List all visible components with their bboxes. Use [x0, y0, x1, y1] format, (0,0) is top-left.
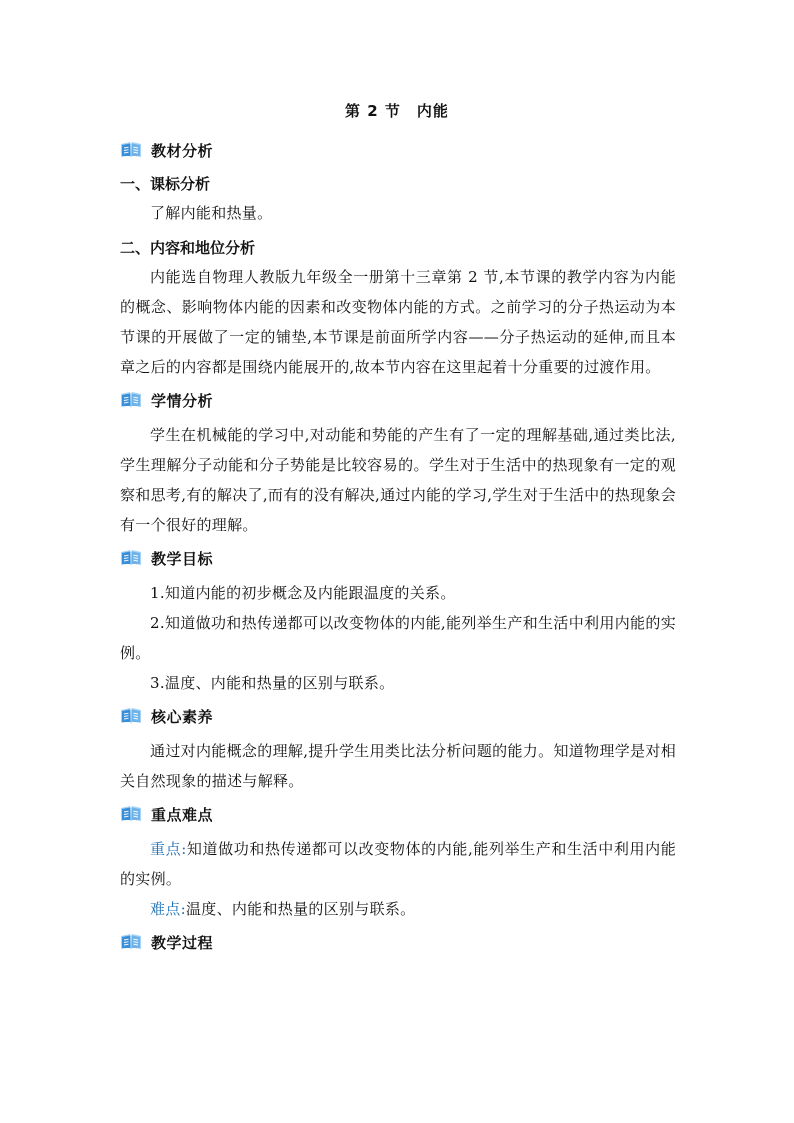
book-icon [120, 549, 142, 567]
difficult-point-text: 温度、内能和热量的区别与联系。 [185, 900, 416, 918]
section-heading-core-literacy [120, 702, 676, 730]
section-heading-textbook-analysis [120, 136, 676, 164]
section-heading-teaching-process [120, 928, 676, 956]
section-label: 教学目标 [151, 549, 214, 568]
paragraph-key-point [120, 834, 676, 894]
document-content [120, 136, 676, 956]
book-icon [120, 391, 142, 409]
paragraph-difficult-point [120, 894, 676, 924]
section-heading-teaching-goals [120, 544, 676, 572]
section-label: 重点难点 [151, 805, 214, 824]
key-point-label: 重点: [150, 840, 187, 858]
section-label: 教学过程 [151, 933, 214, 952]
paragraph-core-literacy: 通过对内能概念的理解,提升学生用类比法分析问题的能力。知道物理学是对相关自然现象的描述与解释。 [120, 742, 676, 790]
subheading-content-position: 二、内容和地位分析 [120, 239, 256, 257]
paragraph-student-analysis: 学生在机械能的学习中,对动能和势能的产生有了一定的理解基础,通过类比法,学生理解分子动能和分子势能是比较容易的。学生对于生活中的热现象有一定的观察和思考,有的解决了,而有的没有解决,通过内能的学习,学生对于生活中的热现象会有一个很好的理解。 [120, 426, 676, 534]
goal-item: 2.知道做功和热传递都可以改变物体的内能,能列举生产和生活中利用内能的实例。 [120, 614, 676, 662]
paragraph-content-position: 内能选自物理人教版九年级全一册第十三章第 2 节,本节课的教学内容为内能的概念、影响物体内能的因素和改变物体内能的方式。之前学习的分子热运动为本节课的开展做了一定的铺垫,本节课是前面所学内容——分子热运动的延伸,而且本章之后的内容都是围绕内能展开的,故本节内容在这里起着十分重要的过渡作用。 [120, 268, 676, 376]
section-heading-student-analysis [120, 386, 676, 414]
section-label: 教材分析 [151, 141, 214, 160]
difficult-point-label: 难点: [150, 900, 186, 918]
goal-item: 1.知道内能的初步概念及内能跟温度的关系。 [150, 584, 456, 602]
section-label: 学情分析 [151, 391, 214, 410]
page-title: 第 2 节 内能 [345, 102, 449, 120]
section-label: 核心素养 [151, 707, 214, 726]
goal-item: 3.温度、内能和热量的区别与联系。 [150, 674, 395, 692]
section-heading-key-points [120, 800, 676, 828]
paragraph-curriculum-analysis: 了解内能和热量。 [150, 204, 273, 222]
subheading-curriculum-analysis: 一、课标分析 [120, 175, 211, 193]
book-icon [120, 707, 142, 725]
key-point-text: 知道做功和热传递都可以改变物体的内能,能列举生产和生活中利用内能的实例。 [120, 840, 676, 888]
book-icon [120, 933, 142, 951]
book-icon [120, 805, 142, 823]
book-icon [120, 141, 142, 159]
